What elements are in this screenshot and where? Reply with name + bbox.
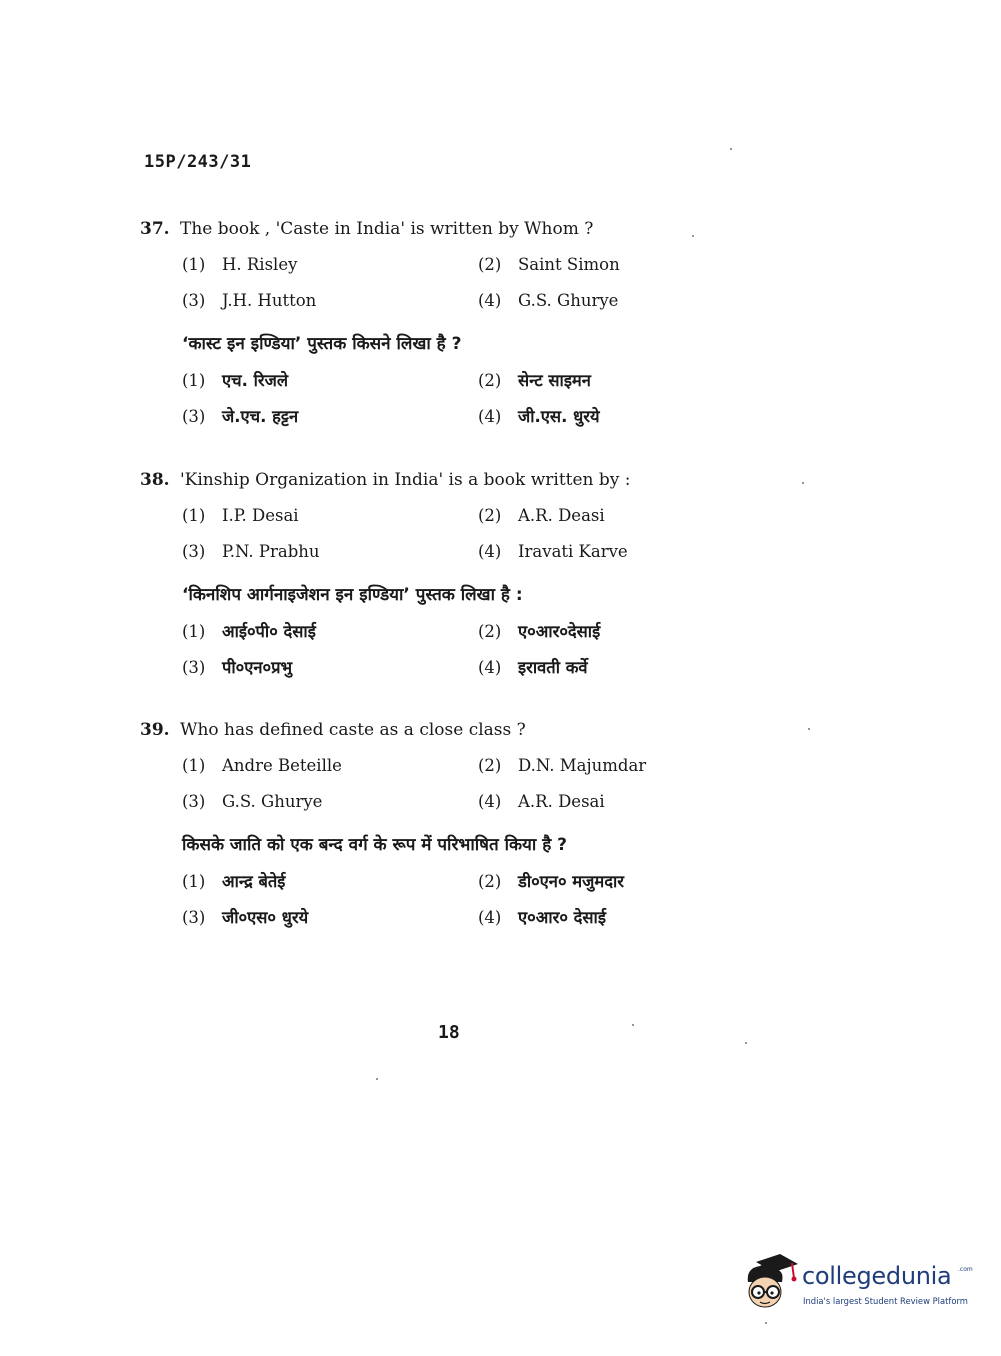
option-number: (1): [182, 756, 206, 775]
option: [182, 753, 478, 779]
paper-code: 15P/243/31: [144, 152, 252, 172]
question-text: [140, 467, 700, 493]
hindi-question-text: किसके जाति को एक बन्द वर्ग के रूप में परिभाषित किया है ?: [182, 835, 568, 855]
scan-speck: [730, 148, 732, 150]
option: [182, 539, 478, 565]
option-number: (1): [182, 506, 206, 525]
logo-domain: .com: [958, 1266, 973, 1273]
hindi-option: [182, 368, 478, 394]
scan-speck: [808, 728, 810, 730]
question-statement: 'Kinship Organization in India' is a book written by :: [180, 470, 631, 490]
hindi-options: [182, 619, 700, 681]
options: [182, 252, 700, 314]
option-text: पी०एन०प्रभु: [222, 658, 293, 677]
option-number: (4): [478, 658, 502, 677]
option-text: डी०एन० मजुमदार: [518, 872, 625, 891]
option-text: इरावती कर्वे: [518, 658, 588, 677]
option: [182, 503, 478, 529]
option-text: जी०एस० धुरये: [222, 908, 309, 927]
option-text: Saint Simon: [518, 255, 620, 274]
option-number: (4): [478, 542, 502, 561]
logo-tagline: India's largest Student Review Platform: [803, 1296, 968, 1306]
logo-wordmark: collegedunia: [802, 1262, 952, 1290]
option-number: (3): [182, 908, 206, 927]
question-37: [140, 216, 700, 430]
scan-speck: [765, 1322, 767, 1324]
option: [478, 539, 708, 565]
option-number: (2): [478, 872, 502, 891]
hindi-question-text: ‘किनशिप आर्गनाइजेशन इन इण्डिया’ पुस्तक लिखा है :: [182, 585, 523, 605]
option-number: (3): [182, 542, 206, 561]
option: [478, 753, 708, 779]
option: [182, 288, 478, 314]
page-number: 18: [438, 1022, 460, 1043]
option-number: (3): [182, 291, 206, 310]
option-text: D.N. Majumdar: [518, 756, 647, 775]
hindi-question-text: ‘कास्ट इन इण्डिया’ पुस्तक किसने लिखा है ?: [182, 334, 462, 354]
option: [182, 789, 478, 815]
hindi-option: [478, 869, 708, 895]
option-text: सेन्ट साइमन: [518, 371, 591, 390]
options: [182, 503, 700, 565]
option-number: (1): [182, 255, 206, 274]
scan-speck: [802, 482, 804, 484]
option-number: (4): [478, 792, 502, 811]
option-text: Iravati Karve: [518, 542, 628, 561]
option-number: (4): [478, 908, 502, 927]
option-text: A.R. Desai: [518, 792, 605, 811]
option-number: (3): [182, 658, 206, 677]
option-text: G.S. Ghurye: [518, 291, 619, 310]
option-text: P.N. Prabhu: [222, 542, 320, 561]
option-text: H. Risley: [222, 255, 298, 274]
option-text: आन्द्र बेतेई: [222, 872, 286, 891]
question-text: [140, 717, 700, 743]
option-text: G.S. Ghurye: [222, 792, 323, 811]
option-text: I.P. Desai: [222, 506, 299, 525]
option-text: एच. रिजले: [222, 371, 289, 390]
question-statement: The book , 'Caste in India' is written by Whom ?: [180, 219, 594, 239]
scan-speck: [376, 1078, 378, 1080]
option-number: (2): [478, 756, 502, 775]
scan-speck: [745, 1042, 747, 1044]
hindi-options: [182, 368, 700, 430]
option-text: J.H. Hutton: [222, 291, 317, 310]
option: [478, 503, 708, 529]
hindi-option: [182, 869, 478, 895]
option-number: (4): [478, 407, 502, 426]
option-number: (4): [478, 291, 502, 310]
option-number: (1): [182, 872, 206, 891]
option: [478, 789, 708, 815]
option-number: (3): [182, 407, 206, 426]
scan-speck: [692, 235, 694, 237]
option: [478, 252, 708, 278]
option: [182, 252, 478, 278]
collegedunia-logo: [742, 1252, 972, 1312]
option-text: जी.एस. धुरये: [518, 407, 600, 426]
hindi-options: [182, 869, 700, 931]
option-text: जे.एच. हट्टन: [222, 407, 299, 426]
option-number: (2): [478, 371, 502, 390]
options: [182, 753, 700, 815]
hindi-option: [182, 404, 478, 430]
hindi-option: [478, 368, 708, 394]
option-text: Andre Beteille: [222, 756, 342, 775]
hindi-option: [182, 619, 478, 645]
hindi-option: [182, 655, 478, 681]
option-text: ए०आर० देसाई: [518, 908, 606, 927]
option-number: (2): [478, 622, 502, 641]
mascot-icon: [742, 1252, 800, 1312]
hindi-option: [478, 619, 708, 645]
question-number: 37.: [140, 219, 170, 239]
option-text: ए०आर०देसाई: [518, 622, 601, 641]
question-number: 38.: [140, 470, 170, 490]
question-39: [140, 717, 700, 931]
option-text: आई०पी० देसाई: [222, 622, 316, 641]
hindi-option: [182, 905, 478, 931]
hindi-option: [478, 655, 708, 681]
option-number: (2): [478, 506, 502, 525]
option: [478, 288, 708, 314]
option-text: A.R. Deasi: [518, 506, 605, 525]
question-number: 39.: [140, 720, 170, 740]
option-number: (2): [478, 255, 502, 274]
option-number: (3): [182, 792, 206, 811]
option-number: (1): [182, 371, 206, 390]
hindi-option: [478, 905, 708, 931]
scan-speck: [632, 1024, 634, 1026]
option-number: (1): [182, 622, 206, 641]
hindi-option: [478, 404, 708, 430]
question-38: [140, 467, 700, 681]
question-text: [140, 216, 700, 242]
question-statement: Who has defined caste as a close class ?: [180, 720, 526, 740]
